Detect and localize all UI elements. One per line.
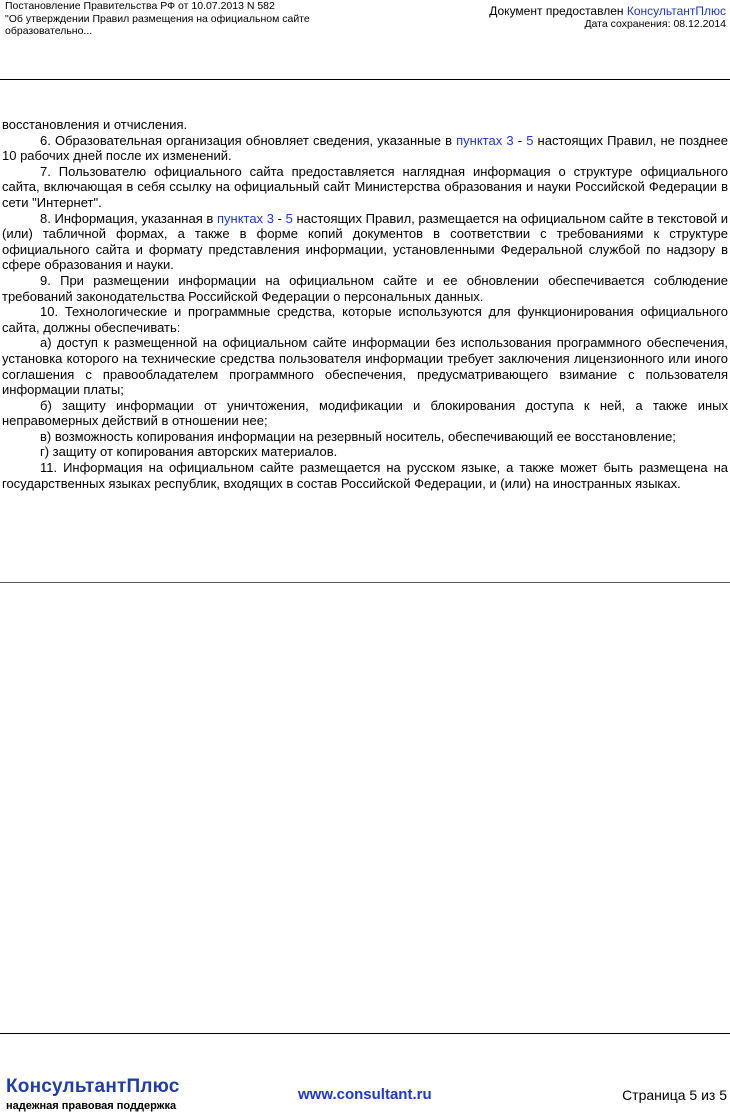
paragraph-8: [2, 211, 728, 273]
document-body: [2, 117, 728, 491]
paragraph-text: 6. Образовательная организация обновляет сведения, указанные в: [40, 132, 457, 148]
range-dash: -: [273, 210, 286, 226]
paragraph-continuation: восстановления и отчисления.: [2, 117, 188, 132]
provider-brand-link[interactable]: КонсультантПлюс: [626, 4, 726, 18]
paragraph-text: 8. Информация, указанная в: [40, 210, 217, 226]
paragraph-10g: г) защиту от копирования авторских материалов.: [40, 444, 338, 460]
footer-divider: [0, 1033, 730, 1034]
header-divider: [0, 79, 730, 80]
paragraph-10v: в) возможность копирования информации на резервный носитель, обеспечивающий ее восстановление;: [40, 428, 676, 444]
link-item-3[interactable]: пунктах 3: [456, 132, 514, 148]
website-link[interactable]: www.consultant.ru: [298, 1086, 432, 1103]
save-date: Дата сохранения: 08.12.2014: [584, 18, 726, 30]
provider-info: [489, 4, 726, 31]
paragraph-10b: б) защиту информации от уничтожения, модификации и блокирования доступа к ней, а также иных неправомерных действий в отношении нее;: [2, 397, 728, 429]
page-number: Страница 5 из 5: [622, 1087, 727, 1103]
range-dash: -: [513, 132, 527, 148]
document-title-line: "Об утверждении Правил размещения на официальном сайте: [5, 12, 310, 25]
provided-by-prefix: Документ предоставлен: [489, 4, 627, 18]
provided-by: [489, 4, 726, 18]
link-item-3[interactable]: пунктах 3: [216, 210, 274, 226]
paragraph-10a: а) доступ к размещенной на официальном сайте информации без использования программного обеспечения, установка которого на технические средства пользователя информации требует заключения лицензионного или иного соглашения с правообладателем программного обеспечения, предусматривающего взимание с пользователя информации платы;: [2, 335, 728, 398]
document-title: [5, 0, 365, 38]
content-end-divider: [0, 582, 730, 583]
paragraph-10: 10. Технологические и программные средства, которые используются для функционирования официального сайта, должны обеспечивать:: [2, 304, 728, 335]
document-header: [0, 0, 730, 80]
consultant-logo: КонсультантПлюс: [6, 1076, 180, 1097]
document-title-line: образовательно...: [5, 25, 93, 38]
document-footer: [0, 1035, 730, 1113]
paragraph-7: 7. Пользователю официального сайта предоставляется наглядная информация о структуре официального сайта, включающая в себя ссылку на официальный сайт Министерства образования и науки Российской Федерации в сети "Интернет".: [2, 163, 728, 210]
paragraph-text: настоящих Правил, не позднее 10 рабочих дней после их изменений.: [2, 132, 729, 164]
document-title-line: Постановление Правительства РФ от 10.07.2013 N 582: [5, 0, 275, 12]
logo-tagline: надежная правовая поддержка: [6, 1100, 177, 1112]
paragraph-9: 9. При размещении информации на официальном сайте и ее обновлении обеспечивается соблюдение требований законодательства Российской Федерации о персональных данных.: [2, 272, 728, 304]
link-item-5[interactable]: 5: [285, 210, 293, 226]
paragraph-11: 11. Информация на официальном сайте размещается на русском языке, а также может быть размещена на государственных языках республик, входящих в состав Российской Федерации, и (или) на иностранных языках.: [2, 460, 728, 491]
paragraph-6: [2, 133, 728, 164]
paragraph-text: настоящих Правил, размещается на официальном сайте в текстовой и (или) табличной формах, а также в форме копий документов в соответствии с требованиями к структуре официального сайта и формату представления информации, установленными Федеральной службой по надзору в сфере образования и науки.: [2, 210, 728, 273]
link-item-5[interactable]: 5: [526, 132, 534, 148]
